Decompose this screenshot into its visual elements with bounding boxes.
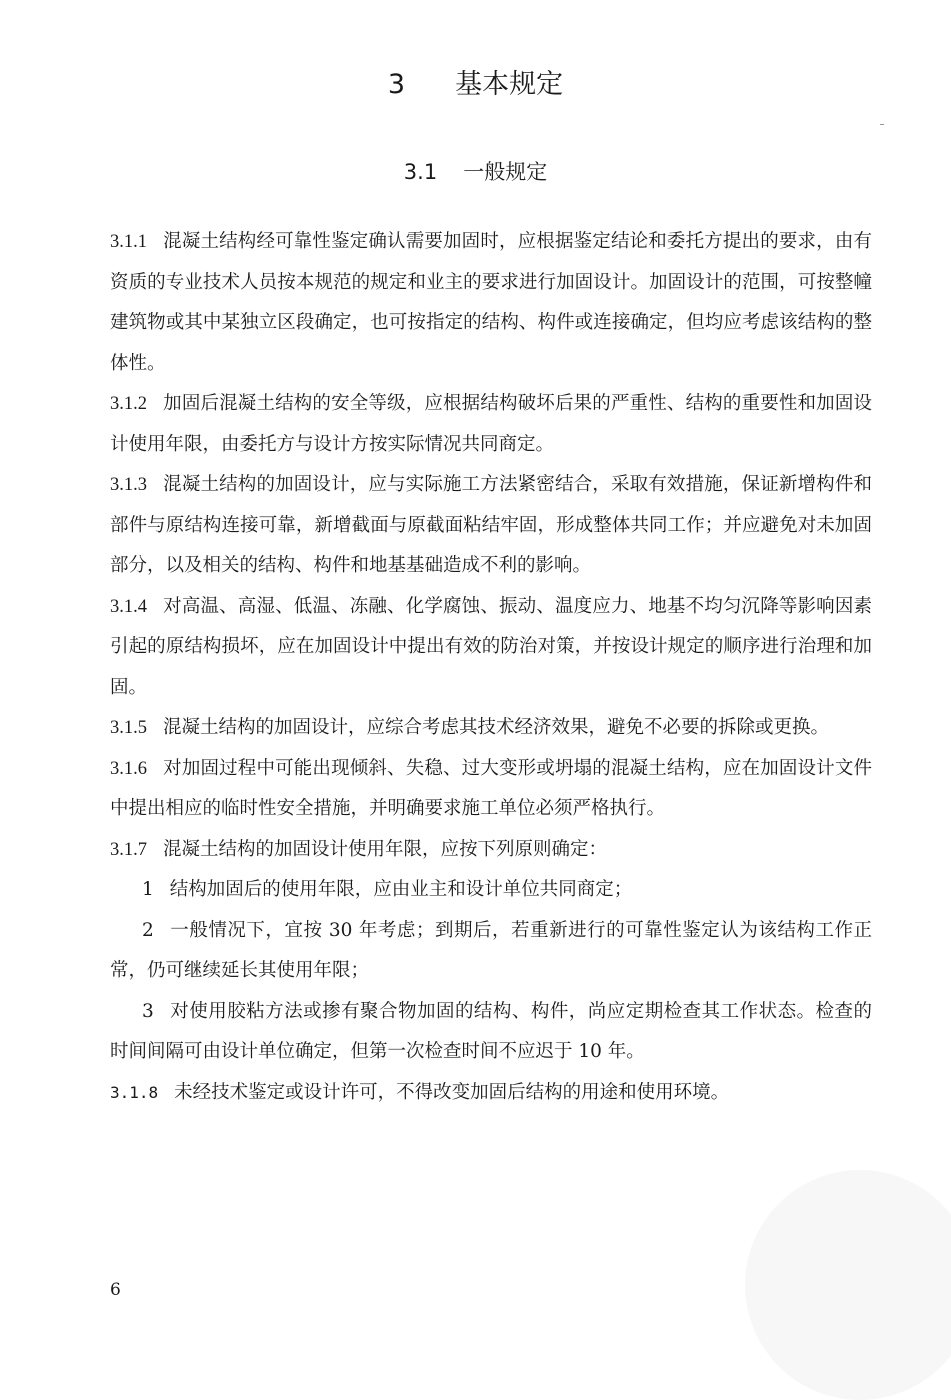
document-body (110, 222, 872, 1113)
clause-number: 3.1.5 (110, 718, 147, 738)
clause-number: 3.1.8 (110, 1082, 159, 1102)
item-text: 对使用胶粘方法或掺有聚合物加固的结构、构件，尚应定期检查其工作状态。检查的时间间隔可由设计单位确定，但第一次检查时间不应迟于 10 年。 (110, 1000, 872, 1062)
clause-number: 3.1.2 (110, 394, 147, 414)
clause-3-1-1 (110, 222, 872, 384)
chapter-title-text: 基本规定 (455, 69, 564, 100)
item-text: 结构加固后的使用年限，应由业主和设计单位共同商定； (169, 879, 633, 900)
list-item (110, 870, 872, 911)
clause-number: 3.1.3 (110, 475, 147, 495)
clause-3-1-4 (110, 587, 872, 709)
clause-3-1-5 (110, 708, 872, 749)
clause-text: 未经技术鉴定或设计许可，不得改变加固后结构的用途和使用环境。 (174, 1081, 730, 1103)
item-text: 一般情况下，宜按 30 年考虑；到期后，若重新进行的可靠性鉴定认为该结构工作正常，仍可继续延长其使用年限； (110, 919, 872, 981)
clause-number: 3.1.1 (110, 232, 147, 252)
clause-3-1-2 (110, 384, 872, 465)
margin-mark (880, 124, 884, 125)
list-item (110, 992, 872, 1073)
section-title (0, 156, 951, 186)
section-number: 3.1 (403, 160, 438, 184)
clause-number: 3.1.7 (110, 839, 147, 860)
watermark-stamp (745, 1170, 951, 1400)
clause-text: 加固后混凝土结构的安全等级，应根据结构破坏后果的严重性、结构的重要性和加固设计使用年限，由委托方与设计方按实际情况共同商定。 (110, 393, 872, 455)
page-number: 6 (110, 1280, 121, 1300)
clause-text: 混凝土结构经可靠性鉴定确认需要加固时，应根据鉴定结论和委托方提出的要求，由有资质的专业技术人员按本规范的规定和业主的要求进行加固设计。加固设计的范围，可按整幢建筑物或其中某独立区段确定，也可按指定的结构、构件或连接确定，但均应考虑该结构的整体性。 (110, 231, 872, 374)
clause-3-1-8 (110, 1073, 872, 1114)
item-number: 3 (142, 1000, 154, 1022)
chapter-title (0, 62, 951, 101)
clause-number: 3.1.4 (110, 596, 147, 617)
section-title-text: 一般规定 (463, 160, 548, 184)
chapter-number: 3 (387, 69, 406, 100)
clause-text: 混凝土结构的加固设计，应与实际施工方法紧密结合，采取有效措施，保证新增构件和部件与原结构连接可靠，新增截面与原截面粘结牢固，形成整体共同工作；并应避免对未加固部分，以及相关的结构、构件和地基基础造成不利的影响。 (110, 474, 872, 576)
clause-text: 对加固过程中可能出现倾斜、失稳、过大变形或坍塌的混凝土结构，应在加固设计文件中提出相应的临时性安全措施，并明确要求施工单位必须严格执行。 (110, 757, 872, 819)
clause-3-1-7 (110, 830, 872, 871)
clause-text: 混凝土结构的加固设计，应综合考虑其技术经济效果，避免不必要的拆除或更换。 (163, 717, 830, 738)
item-number: 1 (142, 879, 154, 900)
item-number: 2 (142, 919, 154, 941)
list-item (110, 911, 872, 992)
clause-text: 对高温、高湿、低温、冻融、化学腐蚀、振动、温度应力、地基不均匀沉降等影响因素引起的原结构损坏，应在加固设计中提出有效的防治对策，并按设计规定的顺序进行治理和加固。 (110, 595, 872, 698)
clause-3-1-6 (110, 749, 872, 830)
clause-3-1-3 (110, 465, 872, 587)
clause-text: 混凝土结构的加固设计使用年限，应按下列原则确定： (163, 838, 608, 860)
clause-number: 3.1.6 (110, 758, 147, 779)
